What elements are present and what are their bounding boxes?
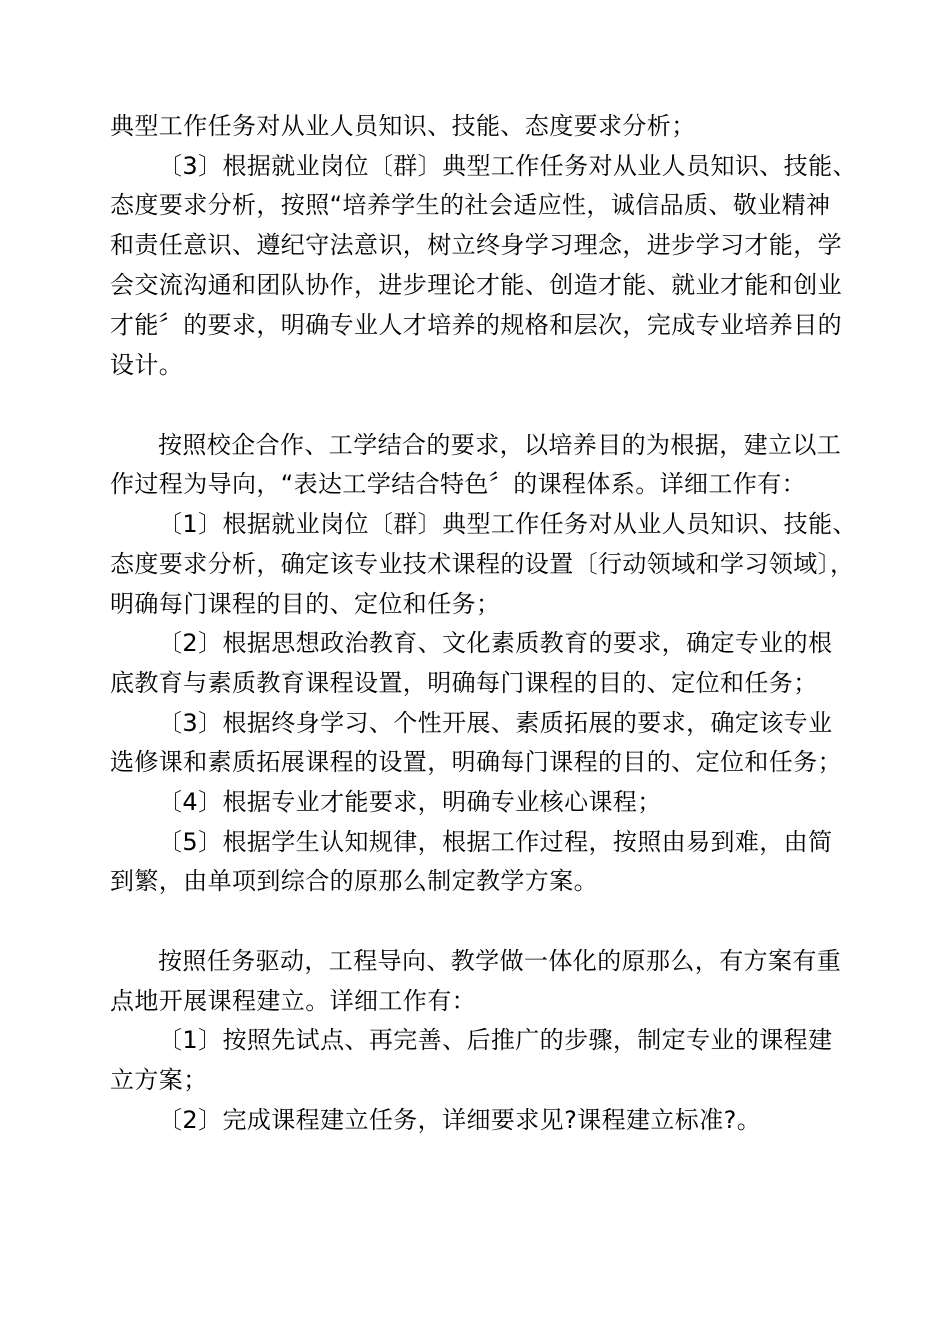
text-line: 点地开展课程建立。详细工作有： [110, 987, 476, 1015]
text-line: 〔2〕完成课程建立任务，详细要求见?课程建立标准?。 [158, 1106, 762, 1134]
text-line: 〔4〕根据专业才能要求，明确专业核心课程； [158, 788, 662, 816]
text-line: 态度要求分析，按照“培养学生的社会适应性，诚信品质、敬业精神 [110, 191, 831, 219]
text-line: 选修课和素质拓展课程的设置，明确每门课程的目的、定位和任务； [110, 748, 842, 776]
text-line: 才能〞的要求，明确专业人才培养的规格和层次，完成专业培养目的 [110, 311, 842, 339]
text-line: 态度要求分析，确定该专业技术课程的设置〔行动领域和学习领域〕， [110, 550, 855, 578]
text-line: 典型工作任务对从业人员知识、技能、态度要求分析； [110, 112, 696, 140]
text-line: 〔2〕根据思想政治教育、文化素质教育的要求，确定专业的根 [158, 629, 833, 657]
text-line: 底教育与素质教育课程设置，明确每门课程的目的、定位和任务； [110, 669, 818, 697]
text-line: 会交流沟通和团队协作，进步理论才能、创造才能、就业才能和创业 [110, 271, 842, 299]
text-line: 〔3〕根据就业岗位〔群〕典型工作任务对从业人员知识、技能、 [158, 152, 857, 180]
text-line: 和责任意识、遵纪守法意识，树立终身学习理念，进步学习才能，学 [110, 231, 842, 259]
text-line: 按照任务驱动，工程导向、教学做一体化的原那么，有方案有重 [158, 947, 842, 975]
text-line: 〔1〕根据就业岗位〔群〕典型工作任务对从业人员知识、技能、 [158, 510, 857, 538]
text-line: 到繁，由单项到综合的原那么制定教学方案。 [110, 867, 598, 895]
text-line: 设计。 [110, 351, 184, 379]
text-line: 〔5〕根据学生认知规律，根据工作过程，按照由易到难，由简 [158, 828, 833, 856]
text-line: 按照校企合作、工学结合的要求，以培养目的为根据，建立以工 [158, 431, 842, 459]
text-line: 〔1〕按照先试点、再完善、后推广的步骤，制定专业的课程建 [158, 1026, 833, 1054]
text-line: 立方案； [110, 1066, 208, 1094]
text-line: 作过程为导向，“表达工学结合特色〞的课程体系。详细工作有： [110, 470, 807, 498]
text-line: 明确每门课程的目的、定位和任务； [110, 590, 501, 618]
text-line: 〔3〕根据终身学习、个性开展、素质拓展的要求，确定该专业 [158, 709, 833, 737]
